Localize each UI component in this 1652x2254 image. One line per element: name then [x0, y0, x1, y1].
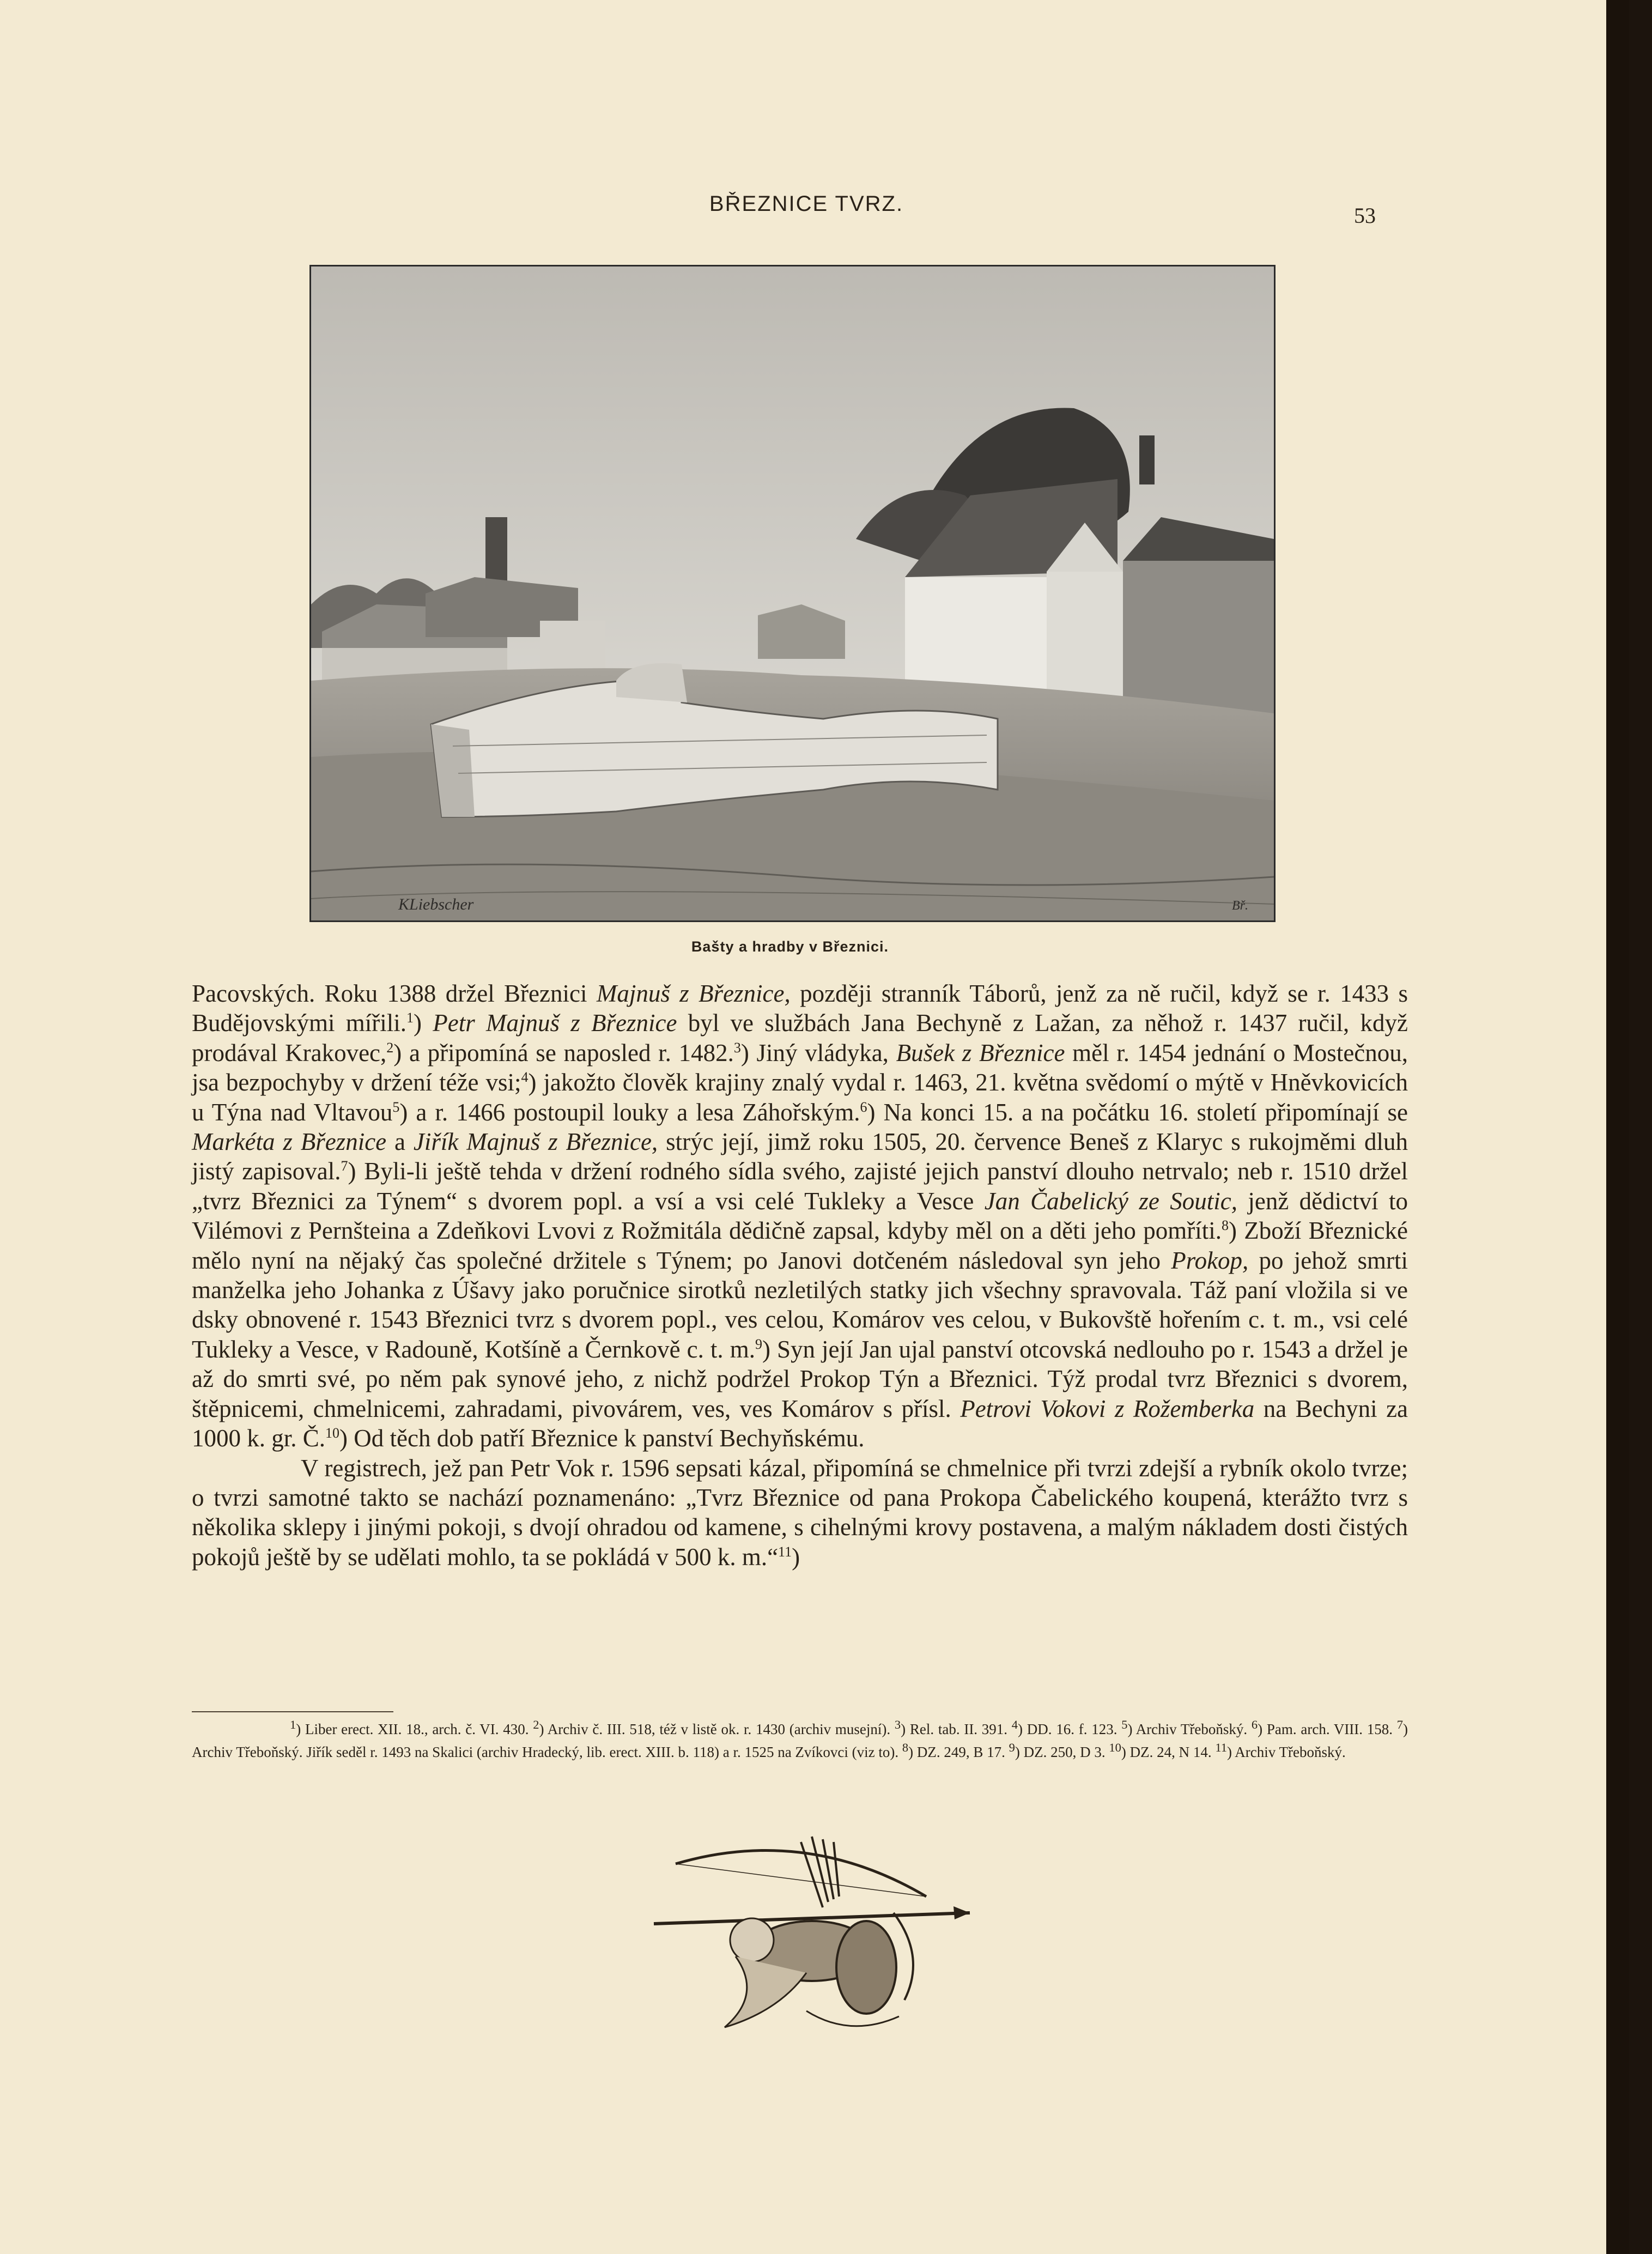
footnote-marker: 2: [533, 1718, 539, 1731]
footnote-marker: 5: [392, 1099, 400, 1115]
engraver-monogram: Bř.: [1232, 899, 1248, 913]
footnote-marker: 9: [755, 1336, 762, 1352]
italic-name: Jan Čabelický ze Soutic,: [984, 1187, 1237, 1215]
footnote-marker: 1: [406, 1010, 414, 1026]
footnote-marker: 4: [1011, 1718, 1018, 1731]
italic-name: Jiřík Majnuš z Březnice,: [413, 1128, 658, 1156]
footnote-marker: 10: [325, 1425, 340, 1441]
footnote-marker: 5: [1121, 1718, 1128, 1731]
paragraph-2: V registrech, jež pan Petr Vok r. 1596 sepsati kázal, připomíná se chmelnice při tvrzi zdejší a rybník okolo tvrze; o tvrzi samotné takto se nachází poznamenáno: „Tvrz Březnice od pana Prokopa Čabelického koupená, kterážto tvrz s několika sklepy i jinými pokoji, s dvojí ohradou od kamene, s cihelnými krovy postavena, a malým nákladem dosti čistých pokojů ještě by se udělati mohlo, ta se pokládá v 500 k. m.“$^{11}$): [192, 1454, 1408, 1571]
footnote-marker: 1: [290, 1718, 296, 1731]
footnote-marker: 6: [1251, 1718, 1258, 1731]
footnotes: [192, 1716, 1408, 1761]
body-text: [192, 979, 1408, 1572]
footnote-marker: 7: [1396, 1718, 1404, 1731]
page-number: 53: [1354, 203, 1376, 228]
footnote-marker: 6: [860, 1099, 867, 1115]
footnote-marker: 3: [733, 1039, 741, 1056]
footnote-rule: [192, 1711, 393, 1712]
footnote-text: $^1$) Liber erect. XII. 18., arch. č. VI. 430. $^2$) Archiv č. III. 518, též v listě ok. r. 1430 (archiv musejní). $^3$) Rel. tab. II. 391. $^4$) DD. 16. f. 123. $^5$) Archiv Třeboňský. $^6$) Pam. arch. VIII. 158. $^7$) Archiv Třeboňský. Jiřík seděl r. 1493 na Skalici (archiv Hradecký, lib. erect. XIII. b. 118) a r. 1525 na Zvíkovci (viz to). $^8$) DZ. 249, B 17. $^9$) DZ. 250, D 3. $^{10}$) DZ. 24, N 14. $^{11}$) Archiv Třeboňský.: [192, 1718, 1408, 1760]
italic-name: Majnuš z Březnice,: [596, 980, 791, 1007]
paragraph-1: Pacovských. Roku 1388 držel Březnici Majnuš z Březnice, později stranník Táborů, jenž za ně ručil, když se r. 1433 s Budějovskými mířili.$^1$) Petr Majnuš z Březnice byl ve službách Jana Bechyně z Lažan, za něhož r. 1437 ručil, když prodával Krakovec,$^2$) a připomíná se naposled r. 1482.$^3$) Jiný vládyka, Bušek z Březnice měl r. 1454 jednání o Mostečnou, jsa bezpochyby v držení téže vsi;$^4$) jakožto člověk krajiny znalý vydal r. 1463, 21. května svědomí o mýtě v Hněvkovicích u Týna nad Vltavou$^5$) a r. 1466 postoupil louky a lesa Záhořským.$^6$) Na konci 15. a na počátku 16. století připomínají se Markéta z Březnice a Jiřík Majnuš z Březnice, strýc její, jimž roku 1505, 20. července Beneš z Klaryc s rukojměmi dluh jistý zapisoval.$^7$) Byli-li ještě tehda v držení rodného sídla svého, zajisté jejich panství dlouho netrvalo; neb r. 1510 držel „tvrz Březnici za Týnem“ s dvorem popl. a vsí a vsi celé Tukleky a Vesce Jan Čabelický ze Soutic, jenž dědictví to Vilémovi z Pernšteina a Zdeňkovi Lvovi z Rožmitála dědičně zapsal, kdyby měl on a děti jeho pomříti.$^8$) Zboží Březnické mělo nyní na nějaký čas společné držitele s Týnem; po Janovi dotčeném následoval syn jeho Prokop, po jehož smrti manželka jeho Johanka z Úšavy jako poručnice sirotků nezletilých statky jich všechny spravovala. Táž paní vložila si ve dsky obnovené r. 1543 Březnici tvrz s dvorem popl., ves celou, Komárov ves celou, v Bukovště hořením c. t. m., vsi celé Tukleky a Vesce, v Radouně, Kotšíně a Černkově c. t. m.$^9$) Syn její Jan ujal panství otcovská nedlouho po r. 1543 a držel je až do smrti své, po něm pak synové jeho, z nichž podržel Prokop Týn a Březnici. Týž prodal tvrz Březnici s dvorem, štěpnicemi, chmelnicemi, zahradami, pivovárem, ves, ves Komárov s přísl. Petrovi Vokovi z Rožemberka na Bechyni za 1000 k. gr. Č.$^{10}$) Od těch dob patří Březnice k panství Bechyňskému.: [192, 980, 1408, 1452]
footnote-marker: 9: [1009, 1741, 1015, 1754]
illustration-fortress-walls: [309, 265, 1276, 922]
italic-name: Petr Majnuš z Březnice: [433, 1009, 677, 1037]
footnote-marker: 8: [902, 1741, 909, 1754]
running-header: BŘEZNICE TVRZ.: [709, 192, 904, 216]
page-edge-shadow: [1606, 0, 1629, 2254]
ornament-vignette: [643, 1831, 981, 2049]
footnote-marker: 8: [1222, 1217, 1229, 1234]
footnote-marker: 2: [386, 1039, 394, 1056]
footnote-marker: 7: [341, 1158, 348, 1174]
footnote-marker: 11: [778, 1543, 792, 1560]
footnote-marker: 3: [894, 1718, 901, 1731]
footnote-marker: 11: [1215, 1741, 1228, 1754]
italic-name: Petrovi Vokovi z Rožemberka: [960, 1395, 1255, 1422]
figure-caption: Bašty a hradby v Březnici.: [691, 938, 889, 955]
italic-name: Markéta z Březnice: [192, 1128, 387, 1156]
illustration-drawing: [311, 266, 1274, 920]
italic-name: Bušek z Březnice: [896, 1039, 1065, 1067]
footnote-marker: 10: [1109, 1741, 1121, 1754]
artist-signature: KLiebscher: [398, 895, 474, 913]
footnote-marker: 4: [521, 1069, 529, 1086]
italic-name: Prokop,: [1171, 1246, 1249, 1274]
